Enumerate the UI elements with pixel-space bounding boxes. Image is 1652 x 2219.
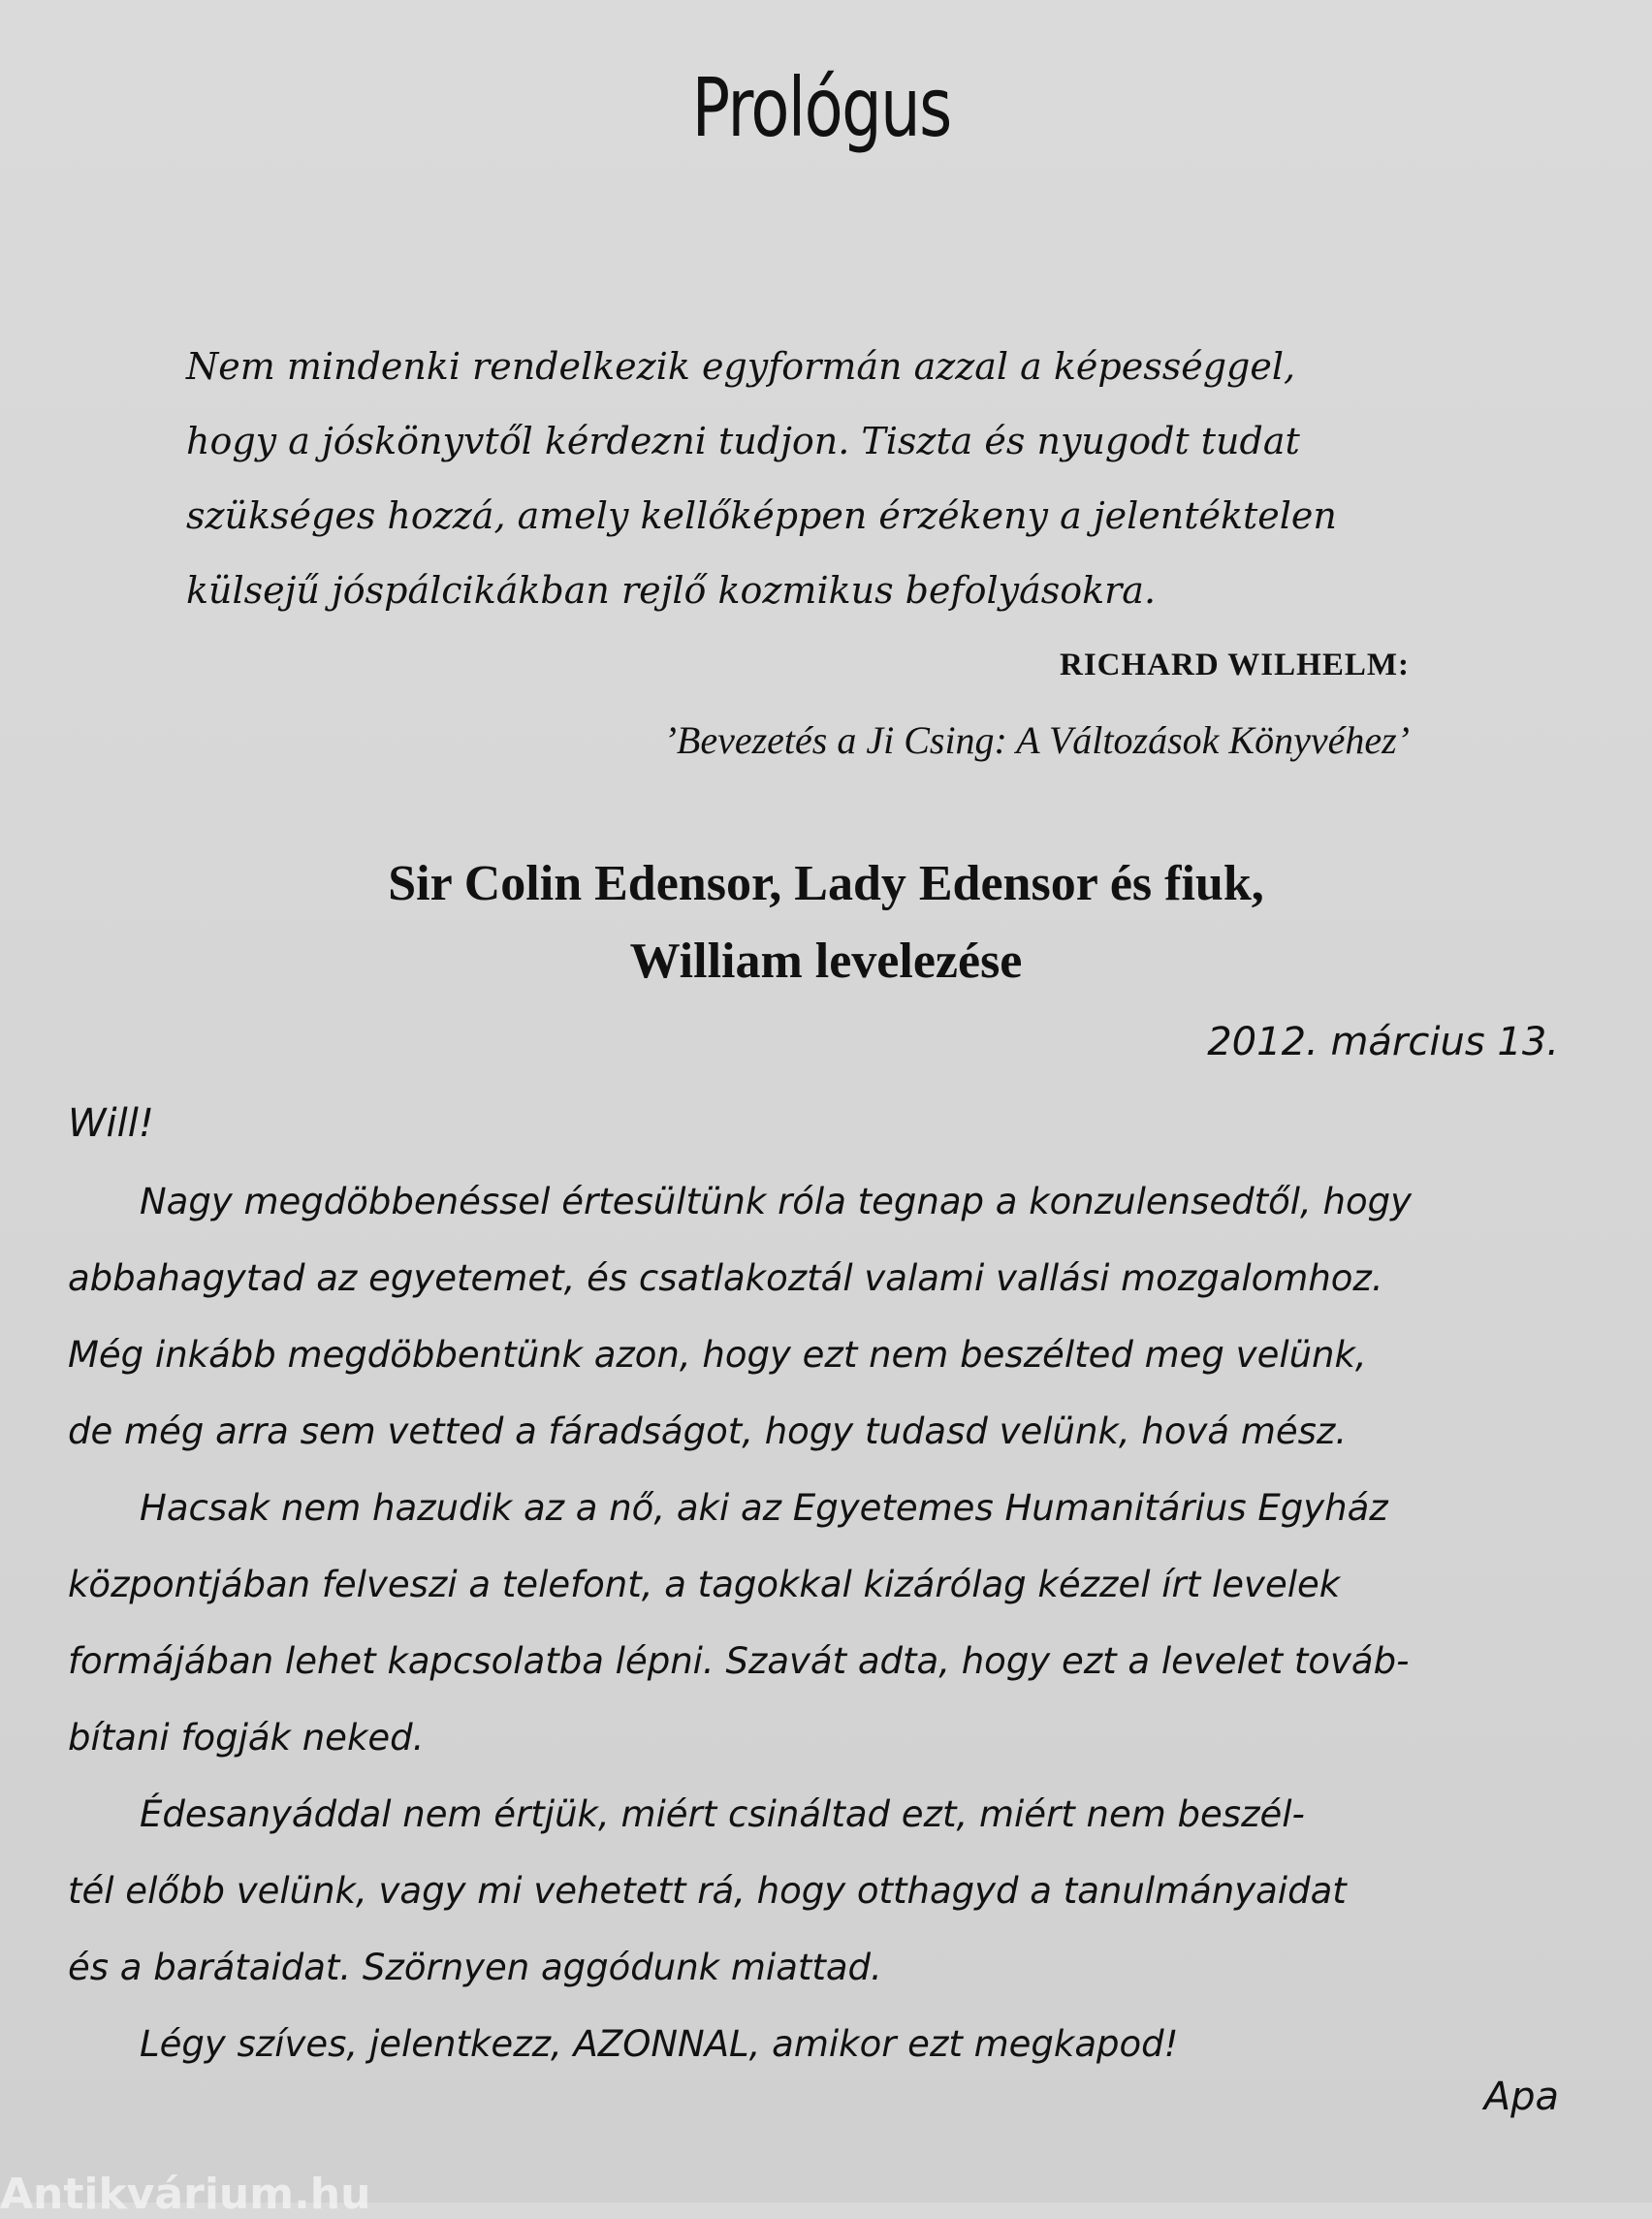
letter-line: formájában lehet kapcsolatba lépni. Szavát adta, hogy ezt a levelet továb- [68,1640,1410,1682]
letter-line: Hacsak nem hazudik az a nő, aki az Egyetemes Humanitárius Egyház [140,1487,1388,1529]
letter-date: 2012. március 13. [1207,1020,1559,1064]
watermark: Antikvárium.hu [0,2170,371,2219]
letter-line: bítani fogják neked. [68,1717,425,1759]
page-title: Prológus [691,60,951,155]
epigraph-line: külsejű jóspálcikákban rejlő kozmikus befolyásokra. [186,569,1157,612]
epigraph-line: hogy a jóskönyvtől kérdezni tudjon. Tiszta és nyugodt tudat [186,420,1300,462]
letter-line: központjában felveszi a telefont, a tagokkal kizárólag kézzel írt levelek [68,1564,1341,1605]
letter-line: Légy szíves, jelentkezz, AZONNAL, amikor ezt megkapod! [140,2023,1179,2065]
letter-greeting: Will! [68,1101,154,1146]
letter-line: abbahagytad az egyetemet, és csatlakoztál valami vallási mozgalomhoz. [68,1257,1383,1299]
letter-body [68,1163,1561,2082]
letter-line: Még inkább megdöbbentünk azon, hogy ezt nem beszélted meg velünk, [68,1334,1367,1376]
letter-line: tél előbb velünk, vagy mi vehetett rá, hogy otthagyd a tanulmányaidat [68,1870,1347,1912]
epigraph-line: Nem mindenki rendelkezik egyformán azzal a képességgel, [186,345,1296,388]
section-heading-line-1: Sir Colin Edensor, Lady Edensor és fiuk, [388,856,1264,911]
epigraph-quote [186,330,1427,628]
letter-line: és a barátaidat. Szörnyen aggódunk miattad. [68,1947,882,1988]
section-heading [0,845,1652,1000]
epigraph-author: RICHARD WILHELM: [1059,648,1410,682]
epigraph-source: ’Bevezetés a Ji Csing: A Változások Könyvéhez’ [663,718,1410,762]
letter-line: Nagy megdöbbenéssel értesültünk róla tegnap a konzulensedtől, hogy [140,1181,1413,1222]
section-heading-line-2: William levelezése [629,934,1023,989]
letter-line: Édesanyáddal nem értjük, miért csináltad ezt, miért nem beszél- [140,1793,1305,1835]
letter-line: de még arra sem vetted a fáradságot, hogy tudasd velünk, hová mész. [68,1411,1348,1452]
letter-signature: Apa [1483,2075,1559,2119]
epigraph-line: szükséges hozzá, amely kellőképpen érzékeny a jelentéktelen [186,494,1337,537]
